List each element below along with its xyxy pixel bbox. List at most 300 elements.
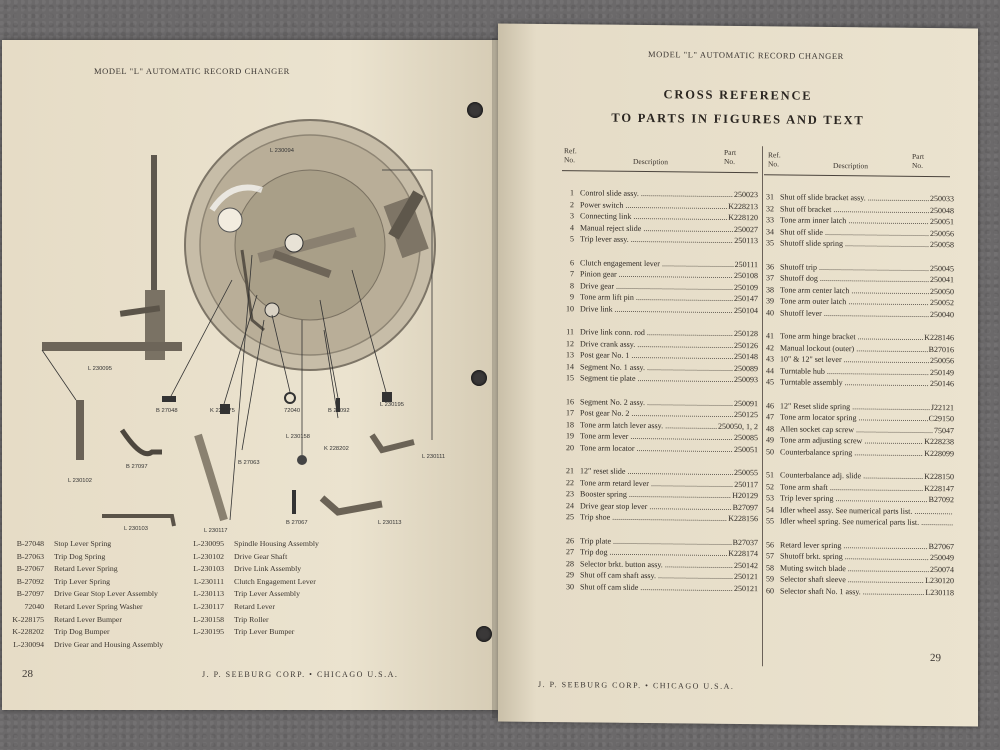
xref-description: Segment tie plate ..... xyxy=(580,374,733,385)
part-b27097 xyxy=(122,430,162,454)
xref-description: Control slide assy. ..... xyxy=(580,188,733,199)
legend-row xyxy=(2,614,163,627)
xref-ref-number: 12 xyxy=(566,338,574,348)
legend-row xyxy=(182,588,319,601)
xref-ref-number: 36 xyxy=(766,261,774,271)
xref-row xyxy=(560,200,758,211)
xref-row xyxy=(560,235,758,246)
diagram-label: B 27063 xyxy=(238,460,260,466)
legend-row xyxy=(2,626,163,639)
xref-part-number: 250121 xyxy=(734,583,758,594)
xref-ref-number: 22 xyxy=(566,477,574,487)
legend-name: Trip Lever Bumper xyxy=(234,627,295,637)
xref-part-number: K228147 xyxy=(924,483,954,493)
xref-row xyxy=(760,470,954,481)
part-l230113 xyxy=(322,498,382,512)
xref-description: Counterbalance adj. slide ..... xyxy=(780,470,923,480)
xref-part-number: 250117 xyxy=(734,479,758,489)
xref-part-number: K228238 xyxy=(924,437,954,447)
xref-ref-number: 53 xyxy=(766,493,774,503)
xref-ref-number: 50 xyxy=(766,447,774,457)
xref-ref-number: 44 xyxy=(766,366,774,376)
xref-row xyxy=(560,258,758,269)
xref-part-number: 250027 xyxy=(734,224,758,235)
right-footer: J. P. SEEBURG CORP. • CHICAGO U.S.A. xyxy=(538,679,735,691)
xref-ref-number: 42 xyxy=(766,342,774,352)
legend-name: Trip Lever Assembly xyxy=(234,589,300,599)
col-header-part: Part No. xyxy=(912,151,925,170)
xref-part-number: 250056 xyxy=(930,356,954,366)
xref-part-number: C29150 xyxy=(928,414,954,424)
xref-part-number: K228213 xyxy=(728,201,758,211)
xref-ref-number: 3 xyxy=(570,211,574,221)
xref-row xyxy=(560,304,758,315)
legend-name: Trip Dog Bumper xyxy=(54,627,110,637)
legend-name: Spindle Housing Assembly xyxy=(234,539,319,548)
legend-row xyxy=(2,601,163,614)
xref-row xyxy=(760,436,954,447)
part-b27067 xyxy=(292,490,296,514)
xref-left-column xyxy=(560,188,758,680)
xref-part-number: 250033 xyxy=(930,194,954,204)
part-l230111 xyxy=(372,435,414,450)
xref-row xyxy=(760,354,954,365)
xref-part-number: B27067 xyxy=(928,541,954,551)
xref-part-number: J22121 xyxy=(930,402,954,412)
xref-part-number: 250085 xyxy=(734,433,758,443)
xref-row xyxy=(760,586,954,597)
xref-ref-number: 39 xyxy=(766,296,774,306)
col-header-desc: Description xyxy=(833,160,868,171)
xref-description: Trip lever assy. ..... xyxy=(580,235,733,246)
legend-name: Drive Gear Shaft xyxy=(234,551,288,561)
diagram-label: B 27048 xyxy=(156,408,178,414)
left-running-head: MODEL "L" AUTOMATIC RECORD CHANGER xyxy=(94,66,290,76)
xref-row xyxy=(560,397,758,408)
part-l230195 xyxy=(382,392,392,402)
xref-ref-number: 2 xyxy=(570,199,574,209)
xref-row xyxy=(560,292,758,303)
legend-name: Drive Gear and Housing Assembly xyxy=(54,639,164,649)
xref-description: Trip lever spring ..... xyxy=(780,494,928,505)
xref-ref-number: 37 xyxy=(766,273,774,283)
xref-part-number: 250126 xyxy=(734,340,758,350)
xref-ref-number: 59 xyxy=(766,574,774,584)
binding-hole xyxy=(471,370,487,386)
xref-row xyxy=(760,308,954,319)
xref-part-number: 250051 xyxy=(930,217,954,227)
xref-description: Shutoff slide spring ..... xyxy=(780,239,929,250)
xref-ref-number: 15 xyxy=(566,373,574,383)
col-header-desc: Description xyxy=(633,156,668,167)
xref-description: Turntable assembly ..... xyxy=(780,378,929,389)
xref-part-number: B27016 xyxy=(928,344,954,354)
part-72040 xyxy=(285,393,295,403)
xref-description: Selector brkt. button assy. ..... xyxy=(580,559,733,570)
xref-ref-number: 20 xyxy=(566,443,574,453)
xref-row xyxy=(760,575,954,586)
xref-part-number: K228099 xyxy=(924,448,954,459)
xref-description: Shut off slide ..... xyxy=(780,227,929,238)
xref-description: Post gear No. 2 ..... xyxy=(580,408,733,419)
header-rule xyxy=(764,174,950,177)
xref-ref-number: 35 xyxy=(766,238,774,248)
xref-description: Retard lever spring ..... xyxy=(780,540,928,551)
xref-part-number: 250056 xyxy=(930,228,954,239)
diagram-label: L 230095 xyxy=(88,366,112,372)
xref-row xyxy=(760,540,954,551)
xref-ref-number: 23 xyxy=(566,489,574,499)
xref-row xyxy=(760,482,954,493)
xref-row xyxy=(760,401,954,412)
right-page xyxy=(498,23,978,726)
diagram-label: L 230113 xyxy=(378,520,402,526)
xref-part-number: 250104 xyxy=(734,305,758,316)
xref-ref-number: 18 xyxy=(566,419,574,429)
xref-ref-number: 26 xyxy=(566,535,574,545)
xref-row xyxy=(760,412,954,423)
xref-description: Tone arm lever ..... xyxy=(580,432,733,443)
diagram-label: 72040 xyxy=(284,408,301,414)
xref-ref-number: 31 xyxy=(766,192,774,202)
xref-part-number: 250111 xyxy=(734,259,758,269)
xref-description: 10" & 12" set lever ..... xyxy=(780,355,929,366)
xref-part-number: 250023 xyxy=(734,189,758,200)
diagram-label: B 27092 xyxy=(328,408,350,414)
legend-name: Retard Lever xyxy=(234,601,275,611)
xref-row xyxy=(560,443,758,454)
xref-ref-number: 43 xyxy=(766,354,774,364)
left-page-number: 28 xyxy=(22,668,33,680)
xref-part-number: 250147 xyxy=(734,294,758,304)
xref-description: Trip dog ..... xyxy=(580,547,727,558)
part-l230103 xyxy=(102,516,174,526)
xref-description: Turntable hub ..... xyxy=(780,366,929,377)
xref-part-number: 250050, 1, 2 xyxy=(718,421,758,431)
left-footer: J. P. SEEBURG CORP. • CHICAGO U.S.A. xyxy=(202,670,399,679)
xref-ref-number: 54 xyxy=(766,505,774,515)
xref-part-number: 250051 xyxy=(734,444,758,455)
xref-part-number: 250128 xyxy=(734,328,758,339)
xref-row xyxy=(560,374,758,385)
xref-description: Tone arm outer latch ..... xyxy=(780,297,929,308)
xref-row xyxy=(560,327,758,338)
col-header-ref: Ref. No. xyxy=(768,150,781,169)
legend-name: Stop Lever Spring xyxy=(54,539,112,548)
xref-ref-number: 32 xyxy=(766,203,774,213)
legend-row xyxy=(182,614,319,627)
legend-name: Drive Gear Stop Lever Assembly xyxy=(54,589,158,599)
xref-ref-number: 10 xyxy=(566,304,574,314)
xref-description: Pinion gear ..... xyxy=(580,269,733,280)
xref-description: Shutoff trip ..... xyxy=(780,262,929,273)
xref-ref-number: 21 xyxy=(566,466,574,476)
xref-ref-number: 27 xyxy=(566,547,574,557)
xref-description: Clutch engagement lever ..... xyxy=(580,258,734,269)
diagram-label: B 27067 xyxy=(286,520,308,526)
legend-row xyxy=(182,576,319,589)
xref-part-number xyxy=(953,507,954,516)
xref-description: Drive gear stop lever ..... xyxy=(580,501,732,512)
right-running-head: MODEL "L" AUTOMATIC RECORD CHANGER xyxy=(648,49,844,62)
legend-row xyxy=(182,551,319,564)
xref-ref-number: 30 xyxy=(566,582,574,592)
xref-ref-number: 25 xyxy=(566,512,574,522)
xref-description: Tone arm locator ..... xyxy=(580,443,733,454)
xref-part-number: 250146 xyxy=(930,379,954,389)
xref-ref-number: 5 xyxy=(570,234,574,244)
diagram-label: L 230103 xyxy=(124,526,148,532)
legend-row xyxy=(2,576,163,589)
xref-row xyxy=(560,350,758,361)
xref-ref-number: 46 xyxy=(766,400,774,410)
legend-code: L-230158 xyxy=(193,614,224,624)
legend-code: L-230103 xyxy=(193,564,224,574)
diagram-label: L 230102 xyxy=(68,478,92,484)
xref-part-number: K228146 xyxy=(924,332,954,343)
xref-row xyxy=(560,188,758,199)
xref-part-number: K228156 xyxy=(728,514,758,524)
xref-row xyxy=(560,559,758,570)
xref-row xyxy=(560,513,758,524)
turntable-mechanism xyxy=(185,120,435,370)
xref-description: Idler wheel spring. See numerical parts list. ..... xyxy=(780,517,953,528)
xref-row xyxy=(760,192,954,203)
spindle-assembly xyxy=(42,155,182,460)
legend-code: K-228175 xyxy=(12,614,44,624)
xref-ref-number: 51 xyxy=(766,470,774,480)
xref-ref-number: 28 xyxy=(566,558,574,568)
xref-part-number: 250050 xyxy=(930,286,954,296)
legend-name: Trip Lever Spring xyxy=(54,576,111,586)
xref-description: Shutoff dog ..... xyxy=(780,274,929,285)
xref-description: Drive link conn. rod ..... xyxy=(580,327,733,338)
xref-row xyxy=(760,424,954,435)
xref-row xyxy=(560,420,758,431)
legend-code: B-27092 xyxy=(16,576,44,586)
xref-description: Shutoff lever ..... xyxy=(780,308,929,319)
header-rule xyxy=(562,170,758,173)
xref-ref-number: 49 xyxy=(766,435,774,445)
xref-part-number: K228150 xyxy=(924,471,954,482)
xref-ref-number: 29 xyxy=(566,570,574,580)
legend-name: Trip Roller xyxy=(234,614,269,624)
xref-row xyxy=(760,227,954,238)
legend-code: B-27063 xyxy=(16,551,44,561)
legend-row xyxy=(182,626,319,639)
xref-row xyxy=(560,478,758,489)
legend-row xyxy=(182,563,319,576)
xref-description: Segment No. 1 assy. ..... xyxy=(580,362,733,373)
xref-description: Tone arm locator spring ..... xyxy=(780,413,928,424)
xref-ref-number: 52 xyxy=(766,481,774,491)
xref-description: Drive gear ..... xyxy=(580,281,733,292)
xref-ref-number: 58 xyxy=(766,562,774,573)
legend-code: L-230095 xyxy=(193,539,224,548)
xref-row xyxy=(760,551,954,562)
diagram-label: L 230094 xyxy=(270,148,294,154)
xref-part-number: B27037 xyxy=(732,537,758,547)
page-title-line2: TO PARTS IN FIGURES AND TEXT xyxy=(611,110,865,128)
legend-code: L-230094 xyxy=(13,639,44,649)
xref-right-column xyxy=(760,192,954,684)
xref-ref-number: 57 xyxy=(766,551,774,561)
xref-ref-number: 9 xyxy=(570,292,574,302)
xref-ref-number: 41 xyxy=(766,331,774,341)
xref-description: Drive crank assy. ..... xyxy=(580,339,733,350)
xref-row xyxy=(760,239,954,250)
xref-ref-number: 19 xyxy=(566,431,574,441)
xref-ref-number: 33 xyxy=(766,215,774,225)
xref-description: Selector shaft No. 1 assy. ..... xyxy=(780,586,924,597)
xref-description: Shut off slide bracket assy. ..... xyxy=(780,192,929,203)
xref-row xyxy=(760,285,954,296)
xref-row xyxy=(560,211,758,222)
diagram-label: K 228202 xyxy=(324,446,349,452)
xref-description: Power switch ..... xyxy=(580,200,727,211)
diagram-label: K 228175 xyxy=(210,408,235,414)
xref-part-number: 250142 xyxy=(734,560,758,570)
xref-description: Selector shaft sleeve ..... xyxy=(780,575,924,586)
part-l230158 xyxy=(297,455,307,465)
xref-part-number: 250040 xyxy=(930,309,954,320)
xref-description: Shut off cam slide ..... xyxy=(580,582,733,593)
xref-ref-number: 13 xyxy=(566,350,574,360)
legend-code: 72040 xyxy=(24,601,44,611)
xref-description: Counterbalance spring ..... xyxy=(780,447,923,457)
xref-ref-number: 17 xyxy=(566,408,574,418)
xref-part-number: 250113 xyxy=(734,236,758,246)
xref-row xyxy=(560,362,758,373)
xref-ref-number: 56 xyxy=(766,539,774,549)
legend-code: L-230111 xyxy=(193,576,224,586)
xref-part-number: 75047 xyxy=(934,425,954,435)
xref-row xyxy=(560,501,758,512)
xref-ref-number: 55 xyxy=(766,516,774,526)
part-b27048 xyxy=(162,396,176,402)
xref-description: Muting switch blade ..... xyxy=(780,563,929,574)
diagram-label: L 230111 xyxy=(422,454,446,460)
xref-row xyxy=(560,536,758,547)
xref-part-number: 250048 xyxy=(930,205,954,215)
xref-ref-number: 7 xyxy=(570,269,574,279)
xref-description: Trip plate ..... xyxy=(580,536,732,547)
xref-part-number: 250109 xyxy=(734,282,758,292)
legend-code: L-230102 xyxy=(193,551,224,561)
parts-legend-col2 xyxy=(182,538,319,639)
legend-code: B-27097 xyxy=(16,589,44,599)
xref-part-number: 250148 xyxy=(734,352,758,362)
xref-description: Tone arm retard lever ..... xyxy=(580,478,733,489)
binding-hole xyxy=(467,102,483,118)
xref-row xyxy=(760,447,954,458)
legend-row xyxy=(2,551,163,564)
xref-part-number: B27092 xyxy=(928,495,954,505)
xref-part-number: 250149 xyxy=(930,367,954,378)
diagram-label: B 27097 xyxy=(126,464,148,470)
xref-part-number: 250108 xyxy=(734,271,758,281)
xref-ref-number: 6 xyxy=(570,257,574,267)
legend-name: Drive Link Assembly xyxy=(234,564,302,574)
col-header-ref: Ref. No. xyxy=(564,146,577,165)
legend-name: Retard Lever Spring Washer xyxy=(54,601,143,611)
xref-ref-number: 16 xyxy=(566,396,574,406)
xref-part-number: L230120 xyxy=(925,576,954,586)
legend-code: L-230113 xyxy=(193,589,224,599)
xref-part-number: 250091 xyxy=(734,398,758,408)
xref-row xyxy=(760,517,954,528)
legend-code: L-230117 xyxy=(193,601,224,611)
legend-name: Trip Dog Spring xyxy=(54,551,106,561)
xref-row xyxy=(760,262,954,273)
xref-row xyxy=(760,505,954,516)
legend-code: L-230195 xyxy=(193,627,224,637)
xref-ref-number: 4 xyxy=(570,223,574,233)
xref-part-number: 250058 xyxy=(930,240,954,250)
legend-name: Clutch Engagement Lever xyxy=(234,576,316,586)
xref-row xyxy=(760,273,954,284)
xref-ref-number: 45 xyxy=(766,377,774,387)
binding-hole xyxy=(476,626,492,642)
xref-part-number: 250041 xyxy=(930,275,954,285)
xref-row xyxy=(760,493,954,504)
parts-legend-col1 xyxy=(2,538,163,651)
xref-description: 12" Reset slide spring ..... xyxy=(780,401,930,412)
xref-ref-number: 1 xyxy=(570,188,574,198)
diagram-label: L 230117 xyxy=(204,528,228,534)
xref-description: Segment No. 2 assy. ..... xyxy=(580,397,733,408)
xref-part-number: 250089 xyxy=(734,363,758,374)
xref-description: Drive link ..... xyxy=(580,304,733,315)
diagram-label: L 230195 xyxy=(380,402,404,408)
xref-ref-number: 14 xyxy=(566,361,574,372)
xref-part-number: L230118 xyxy=(925,587,954,598)
xref-part-number xyxy=(953,519,954,528)
part-l230117 xyxy=(198,435,224,520)
right-page-number: 29 xyxy=(930,652,941,665)
xref-description: Post gear No. 1 ..... xyxy=(580,351,733,362)
xref-description: Shut off bracket ..... xyxy=(780,204,929,215)
xref-row xyxy=(560,489,758,500)
xref-row xyxy=(760,215,954,226)
xref-description: Tone arm shaft ..... xyxy=(780,482,923,492)
xref-part-number: 250093 xyxy=(734,375,758,385)
xref-row xyxy=(760,297,954,308)
xref-part-number: 250049 xyxy=(930,553,954,563)
xref-description: 12" reset slide ..... xyxy=(580,466,733,477)
xref-description: Manual reject slide ..... xyxy=(580,223,733,234)
xref-row xyxy=(560,281,758,292)
xref-row xyxy=(560,547,758,558)
legend-row xyxy=(182,538,319,551)
xref-description: Booster spring ..... xyxy=(580,490,731,501)
legend-row xyxy=(2,563,163,576)
legend-code: B-27048 xyxy=(16,539,44,548)
xref-part-number: 250055 xyxy=(734,467,758,478)
xref-part-number: B27097 xyxy=(732,502,758,513)
xref-part-number: K228120 xyxy=(728,213,758,223)
xref-ref-number: 8 xyxy=(570,280,574,290)
xref-ref-number: 24 xyxy=(566,500,574,511)
xref-row xyxy=(560,582,758,593)
diagram-label: L 230158 xyxy=(286,434,310,440)
xref-description: Tone arm hinge bracket ..... xyxy=(780,331,923,341)
xref-description: Tone arm lift pin ..... xyxy=(580,293,733,304)
xref-row xyxy=(760,563,954,574)
xref-ref-number: 11 xyxy=(566,327,574,337)
legend-code: K-228202 xyxy=(12,627,44,637)
xref-ref-number: 47 xyxy=(766,412,774,422)
